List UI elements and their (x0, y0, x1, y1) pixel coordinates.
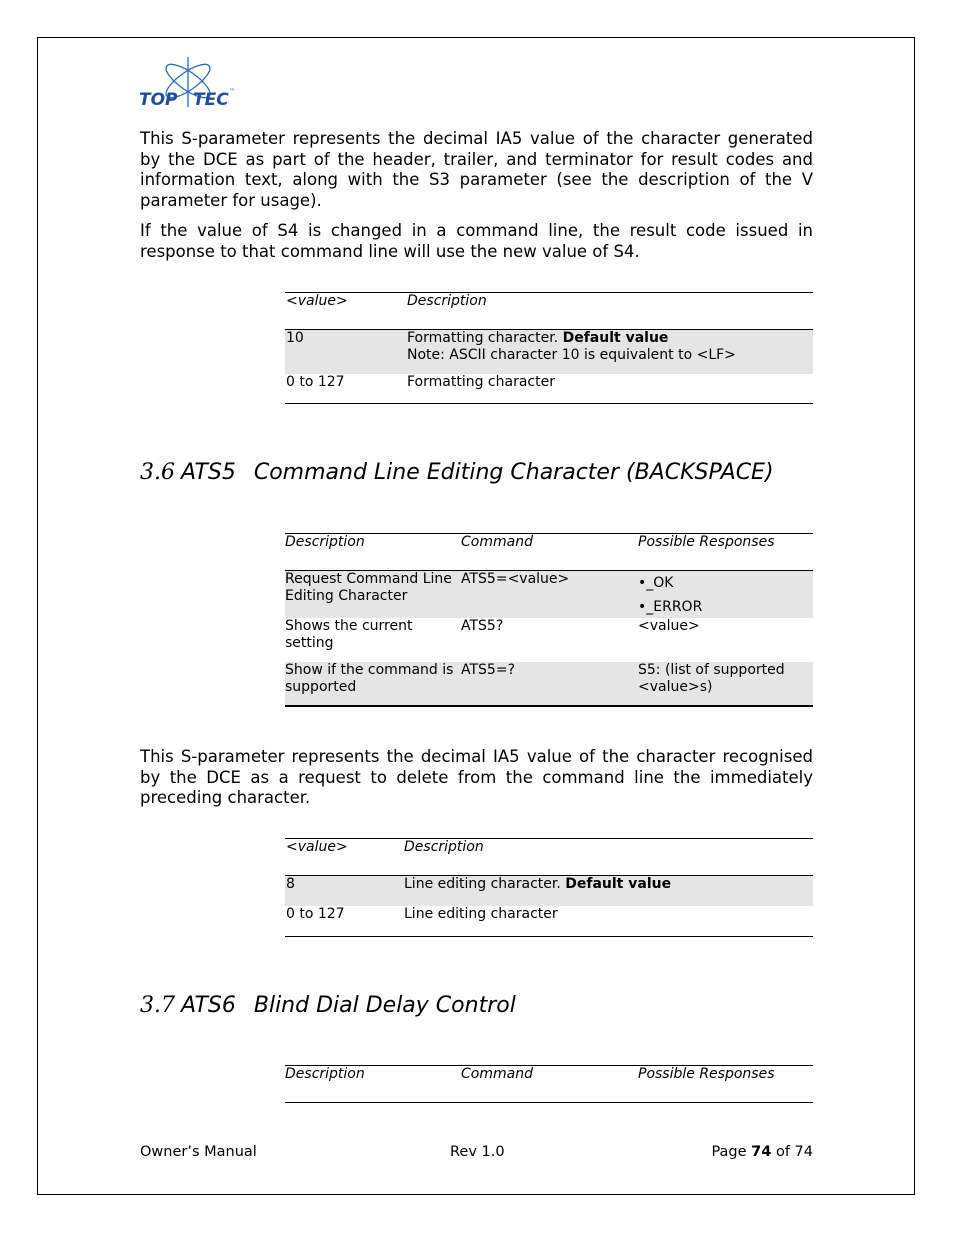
table-header: Description Command Possible Responses (285, 533, 813, 571)
table-header (285, 292, 813, 330)
footer-revision: Rev 1.0 (450, 1144, 505, 1160)
svg-text:TEC: TEC (193, 90, 229, 110)
table-header: Description Command Possible Responses (285, 1065, 813, 1103)
table-row: Request Command Line Editing Character ATS5=<value> •_OK •_ERROR (285, 571, 813, 618)
s4-change-paragraph: If the value of S4 is changed in a command line, the result code issued in response to that command line will use the new value of S4. (140, 221, 813, 261)
header-value: <value> (286, 293, 348, 309)
header-description: Description (407, 293, 487, 309)
section-heading-3-6: 3.6 ATS5 Command Line Editing Character (BACKSPACE) (140, 460, 774, 485)
s5-value-table (285, 838, 813, 937)
company-logo (138, 55, 238, 113)
footer-manual-title: Owner’s Manual (140, 1144, 257, 1160)
section-heading-3-7: 3.7 ATS6 Blind Dial Delay Control (140, 993, 516, 1018)
svg-text:™: ™ (229, 88, 235, 95)
s5-paragraph: This S-parameter represents the decimal IA5 value of the character recognised by the DCE as a request to delete from the command line the immediately preceding character. (140, 747, 813, 807)
table-row: 8 Line editing character. Default value (285, 876, 813, 906)
intro-paragraph: This S-parameter represents the decimal IA5 value of the character generated by the DCE as part of the header, trailer, and terminator for result codes and information text, along with the S3 parameter (see the description of the V parameter for usage). (140, 129, 813, 210)
footer-page-number: Page 74 of 74 (711, 1144, 813, 1160)
table-row: Show if the command is supported ATS5=? S5: (list of supported <value>s) (285, 662, 813, 707)
table-row: 10 Formatting character. Default value Note: ASCII character 10 is equivalent to <LF> (285, 330, 813, 374)
ats5-command-table (285, 533, 813, 707)
ats6-command-table (285, 1065, 813, 1103)
table-row: Shows the current setting ATS5? <value> (285, 618, 700, 651)
table-header: <value> Description (285, 838, 813, 876)
table-row: 0 to 127 Line editing character (285, 906, 813, 937)
s4-value-table (285, 292, 813, 404)
table-row: 0 to 127 Formatting character (285, 374, 813, 404)
svg-text:TOP: TOP (139, 90, 178, 110)
